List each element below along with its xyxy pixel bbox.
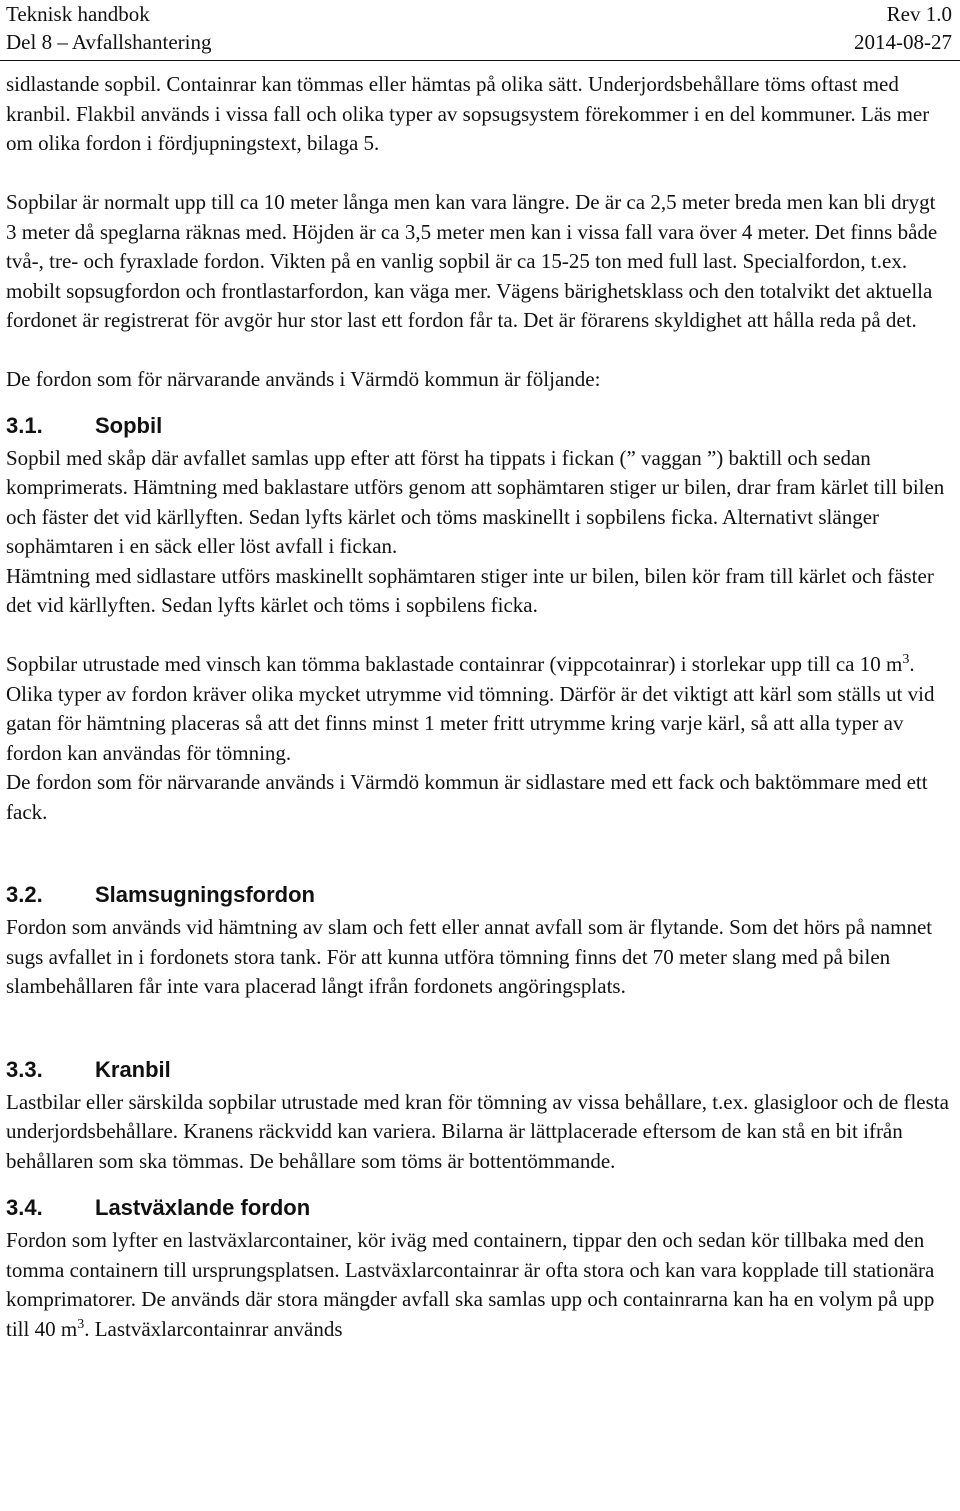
spacer: [6, 336, 950, 366]
section-number: 3.3.: [6, 1056, 43, 1082]
spacer: [6, 1002, 950, 1052]
spacer: [6, 159, 950, 189]
section-heading-sopbil: [6, 408, 950, 444]
section-title: Kranbil: [95, 1056, 171, 1082]
sopbil-paragraph-3-text-b: . Olika typer av fordon kräver olika mycket utrymme vid tömning. Därför är det viktigt att kärl som ställs ut vid gatan för hämtning placeras så att det finns minst 1 meter fritt utrymme kring varje kärl, så att alla typer av fordon kan användas för tömning.: [6, 652, 935, 765]
section-number: 3.2.: [6, 882, 43, 907]
section-title: Lastväxlande fordon: [95, 1195, 311, 1220]
section-heading-slamsugningsfordon: [6, 877, 950, 913]
document-date: 2014-08-27: [854, 30, 952, 54]
spacer: [6, 1176, 950, 1190]
section-heading-lastvaxlande-fordon: [6, 1190, 950, 1226]
lastvaxlande-text-b: . Lastväxlarcontainrar används: [84, 1316, 343, 1341]
section-heading-kranbil: [6, 1052, 950, 1088]
sopbil-paragraph-2: Hämtning med sidlastare utförs maskinellt sophämtaren stiger inte ur bilen, bilen kör fram till kärlet och fäster det vid kärllyften. Sedan lyfts kärlet och töms i sopbilens ficka.: [6, 563, 934, 617]
slamsugningsfordon-paragraph: Fordon som används vid hämtning av slam och fett eller annat avfall som är flytande. Som det hörs på namnet sugs avfallet in i fordonets stora tank. För att kunna utföra tömning finns det 70 meter slang med på bilen slambehållaren får inte vara placerad långt ifrån fordonets angöringsplats.: [6, 915, 933, 998]
section-number: 3.1.: [6, 412, 43, 438]
revision-label: Rev 1.0: [886, 2, 952, 26]
header-divider: [0, 60, 960, 61]
sopbil-paragraph-3: [6, 650, 950, 768]
lastvaxlande-text-a: Fordon som lyfter en lastväxlarcontainer, kör iväg med containern, tippar den och sedan kör tillbaka med den tomma containern till ursprungsplatsen. Lastväxlarcontainrar är ofta stora och kan vara kopplade till stationära komprimatorer. De används där stora mängder avfall ska samlas upp och containrarna kan ha en volym på upp till 40 m: [6, 1228, 935, 1341]
section-label: Del 8 – Avfallshantering: [6, 30, 212, 54]
intro-paragraph-2: Sopbilar är normalt upp till ca 10 meter långa men kan vara längre. De är ca 2,5 meter breda men kan bli drygt 3 meter då speglarna räknas med. Höjden är ca 3,5 meter men kan i vissa fall vara över 4 meter. Det finns både två-, tre- och fyraxlade fordon. Vikten på en vanlig sopbil är ca 15-25 ton med full last. Specialfordon, t.ex. mobilt sopsugfordon och frontlastarfordon, kan väga mer. Vägens bärighetsklass och den totalvikt det aktuella fordonet är registrerat för avgör hur stor last ett fordon får ta. Det är förarens skyldighet att hålla reda på det.: [6, 190, 938, 332]
sopbil-paragraph-3-text-a: Sopbilar utrustade med vinsch kan tömma baklastade containrar (vippcotainrar) i storlekar upp till ca 10 m: [6, 652, 903, 676]
intro-paragraph-1: sidlastande sopbil. Containrar kan tömmas eller hämtas på olika sätt. Underjordsbehållare töms oftast med kranbil. Flakbil används i vissa fall och olika typer av sopsugsystem förekommer i en del kommuner. Läs mer om olika fordon i fördjupningstext, bilaga 5.: [6, 72, 930, 155]
section-number: 3.4.: [6, 1195, 43, 1220]
intro-paragraph-3: De fordon som för närvarande används i Värmdö kommun är följande:: [6, 367, 601, 391]
spacer: [6, 827, 950, 877]
spacer: [6, 395, 950, 408]
header-row-top: [6, 0, 952, 28]
handbook-title: Teknisk handbok: [6, 2, 150, 26]
spacer: [6, 621, 950, 651]
sopbil-paragraph-4: De fordon som för närvarande används i Värmdö kommun är sidlastare med ett fack och baktömmare med ett fack.: [6, 770, 928, 824]
section-title: Sopbil: [95, 412, 163, 438]
document-body: [6, 70, 950, 1344]
page-header: [6, 0, 952, 56]
superscript-cubic: 3: [77, 1316, 85, 1332]
header-row-bottom: [6, 28, 952, 56]
kranbil-paragraph: Lastbilar eller särskilda sopbilar utrustade med kran för tömning av vissa behållare, t.ex. glasigloor och de flesta underjordsbehållare. Kranens räckvidd kan variera. Bilarna är lättplacerade eftersom de kan stå en bit ifrån behållaren som ska tömmas. De behållare som töms är bottentömmande.: [6, 1089, 949, 1173]
lastvaxlande-paragraph: [6, 1226, 950, 1344]
sopbil-paragraph-1: Sopbil med skåp där avfallet samlas upp efter att först ha tippats i fickan (” vaggan ”) baktill och sedan komprimerats. Hämtning med baklastare utförs genom att sophämtaren stiger ur bilen, drar fram kärlet till bilen och fäster det vid kärllyften. Sedan lyfts kärlet och töms maskinellt i sopbilens ficka. Alternativt slänger sophämtaren i en säck eller löst avfall i fickan.: [6, 445, 945, 558]
section-title: Slamsugningsfordon: [95, 882, 315, 907]
superscript-cubic: 3: [902, 652, 910, 667]
